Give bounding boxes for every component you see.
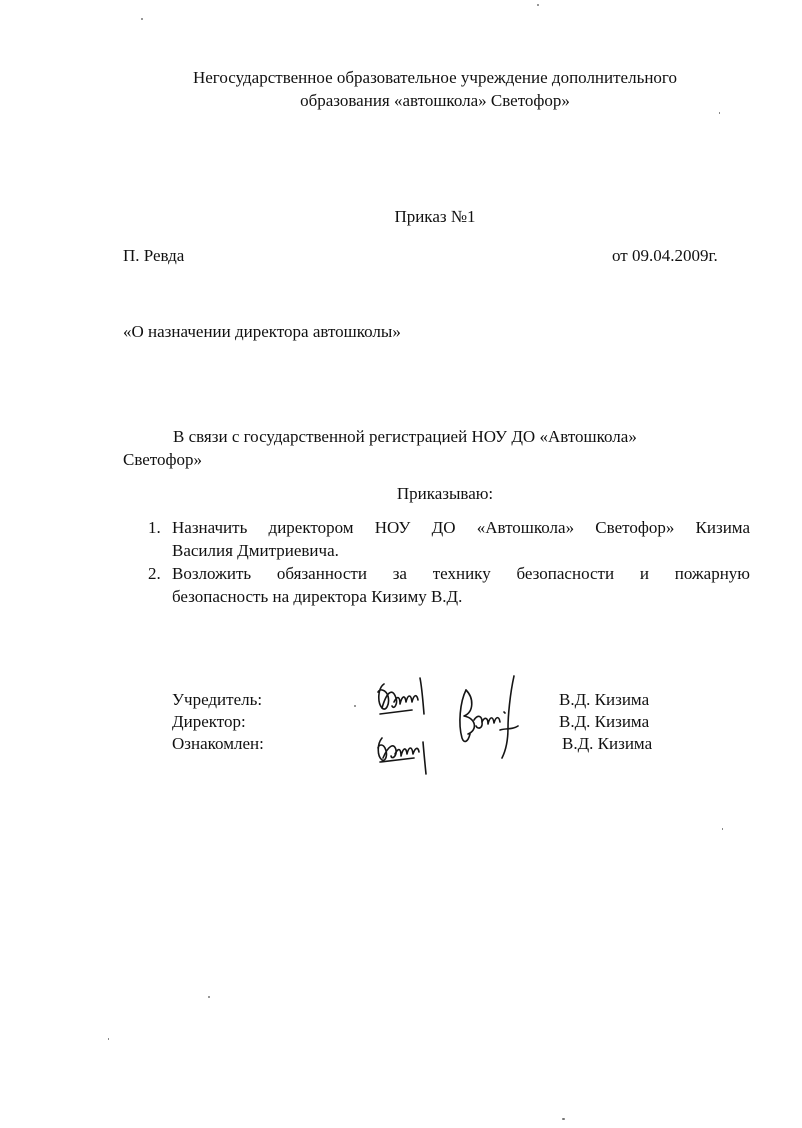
order-subject: «О назначении директора автошколы» (123, 322, 401, 341)
order-item-text-line-1: Назначить директором НОУ ДО «Автошкола» Светофор» Кизима (172, 518, 750, 537)
order-command: Приказываю: (396, 484, 494, 503)
order-items-list (140, 516, 750, 608)
scan-speck (719, 112, 720, 114)
scan-speck (537, 4, 539, 6)
organization-header-line-2: образования «автошкола» Светофор» (300, 91, 570, 110)
order-preamble-line-1 (123, 425, 703, 448)
order-item-number: 1. (148, 518, 161, 537)
order-item-text-line-1: Возложить обязанности за технику безопасности и пожарную (172, 564, 750, 583)
handwritten-signature-right (452, 668, 524, 764)
scan-speck (108, 1038, 109, 1040)
scan-speck (562, 1118, 565, 1120)
order-item-number: 2. (148, 564, 161, 583)
order-preamble (123, 425, 703, 471)
order-date: от 09.04.2009г. (612, 246, 718, 265)
signature-role-acknowledged: Ознакомлен: (172, 734, 264, 753)
order-preamble-text-1: В связи с государственной регистрацией НОУ ДО «Автошкола» (173, 427, 637, 446)
order-item (140, 516, 750, 562)
scan-speck (141, 18, 143, 20)
organization-header-line-1: Негосударственное образовательное учреждение дополнительного (192, 68, 677, 87)
order-item (140, 562, 750, 608)
handwritten-signature-left (368, 658, 436, 778)
signature-name-founder: В.Д. Кизима (559, 690, 650, 709)
signature-name-acknowledged: В.Д. Кизима (562, 734, 653, 753)
order-city: П. Ревда (123, 246, 185, 265)
scan-speck (722, 828, 723, 830)
order-title: Приказ №1 (394, 207, 476, 226)
organization-header (0, 66, 802, 112)
order-item-text-line-2: безопасность на директора Кизиму В.Д. (172, 587, 463, 606)
order-item-text-line-2: Василия Дмитриевича. (172, 541, 339, 560)
signature-role-founder: Учредитель: (172, 690, 263, 709)
signature-role-director: Директор: (172, 712, 246, 731)
order-preamble-line-2: Светофор» (123, 450, 203, 469)
scan-speck (354, 705, 356, 707)
scan-speck (208, 996, 210, 998)
signature-name-director: В.Д. Кизима (559, 712, 650, 731)
